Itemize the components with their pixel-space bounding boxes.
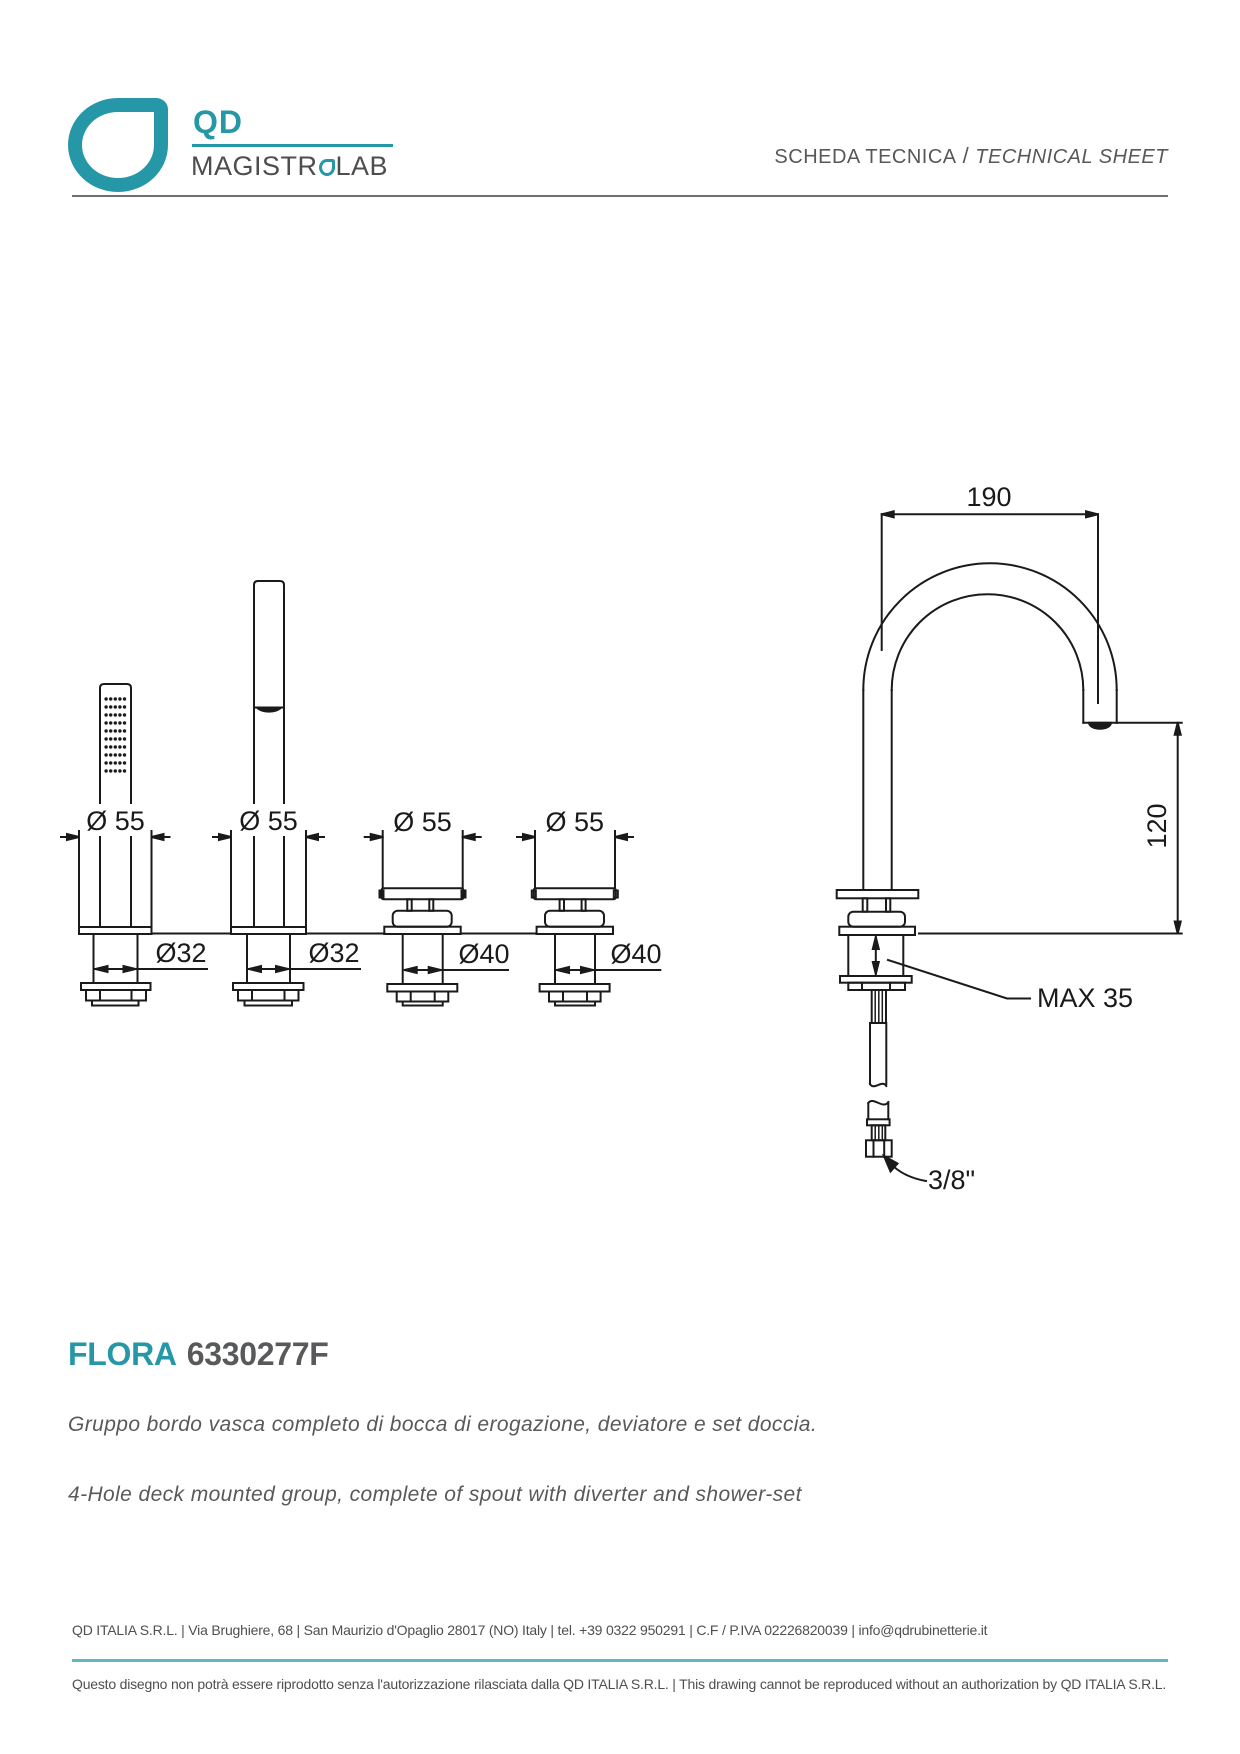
footer-company-info: QD ITALIA S.R.L. | Via Brughiere, 68 | San Maurizio d'Opaglio 28017 (NO) Italy | tel. +39 0322 950291 | C.F / P.IVA 02226820039 | info@qdrubinetterie.it (72, 1622, 988, 1638)
brand-post: LAB (335, 151, 389, 181)
dim-label-d55-2: Ø 55 (239, 806, 298, 836)
product-code: 6330277F (186, 1336, 329, 1372)
dim-label-d55-4: Ø 55 (545, 807, 605, 837)
dim-label-d32-1: Ø32 (155, 938, 207, 968)
dim-label-d40-2: Ø40 (610, 939, 662, 969)
dim-label-d55-1: Ø 55 (86, 806, 145, 836)
dim-label-reach: 190 (966, 482, 1012, 512)
logo-qd-text: QD (193, 104, 243, 140)
dim-label-d55-3: Ø 55 (393, 807, 452, 837)
dim-label-d32-2: Ø32 (308, 938, 360, 968)
product-description-en: 4-Hole deck mounted group, complete of spout with diverter and shower-set (68, 1483, 802, 1506)
shower-column-drawing (213, 581, 360, 1006)
valve-drawing-right (517, 807, 662, 1006)
column-joint-mark (257, 709, 282, 713)
product-description-it: Gruppo bordo vasca completo di bocca di erogazione, deviatore e set doccia. (68, 1413, 818, 1436)
sheet-title-separator: / (962, 143, 970, 168)
spout-drawing (837, 482, 1182, 1195)
dim-label-d40-1: Ø40 (458, 939, 510, 969)
dim-label-max-thickness: MAX 35 (1037, 983, 1134, 1013)
spray-face-dots (104, 695, 127, 773)
product-name: FLORA (68, 1336, 177, 1372)
brand-pre: MAGISTR (191, 151, 318, 181)
dim-label-connection: 3/8" (928, 1165, 976, 1195)
sheet-title-it: SCHEDA TECNICA (774, 146, 957, 168)
footer-rule (72, 1659, 1168, 1662)
spout-aerator (1089, 723, 1111, 729)
footer-disclaimer: Questo disegno non potrà essere riprodotto senza l'autorizzazione rilasciata dalla QD ITALIA S.R.L. | This drawing cannot be reproduced without an authorization by QD ITALIA S.R.L. (72, 1676, 1167, 1692)
hand-shower-drawing (61, 684, 207, 1006)
product-title (68, 1336, 328, 1373)
valve-drawing-left (365, 807, 510, 1006)
dim-label-height: 120 (1142, 803, 1172, 849)
sheet-title-en: TECHNICAL SHEET (975, 146, 1168, 168)
